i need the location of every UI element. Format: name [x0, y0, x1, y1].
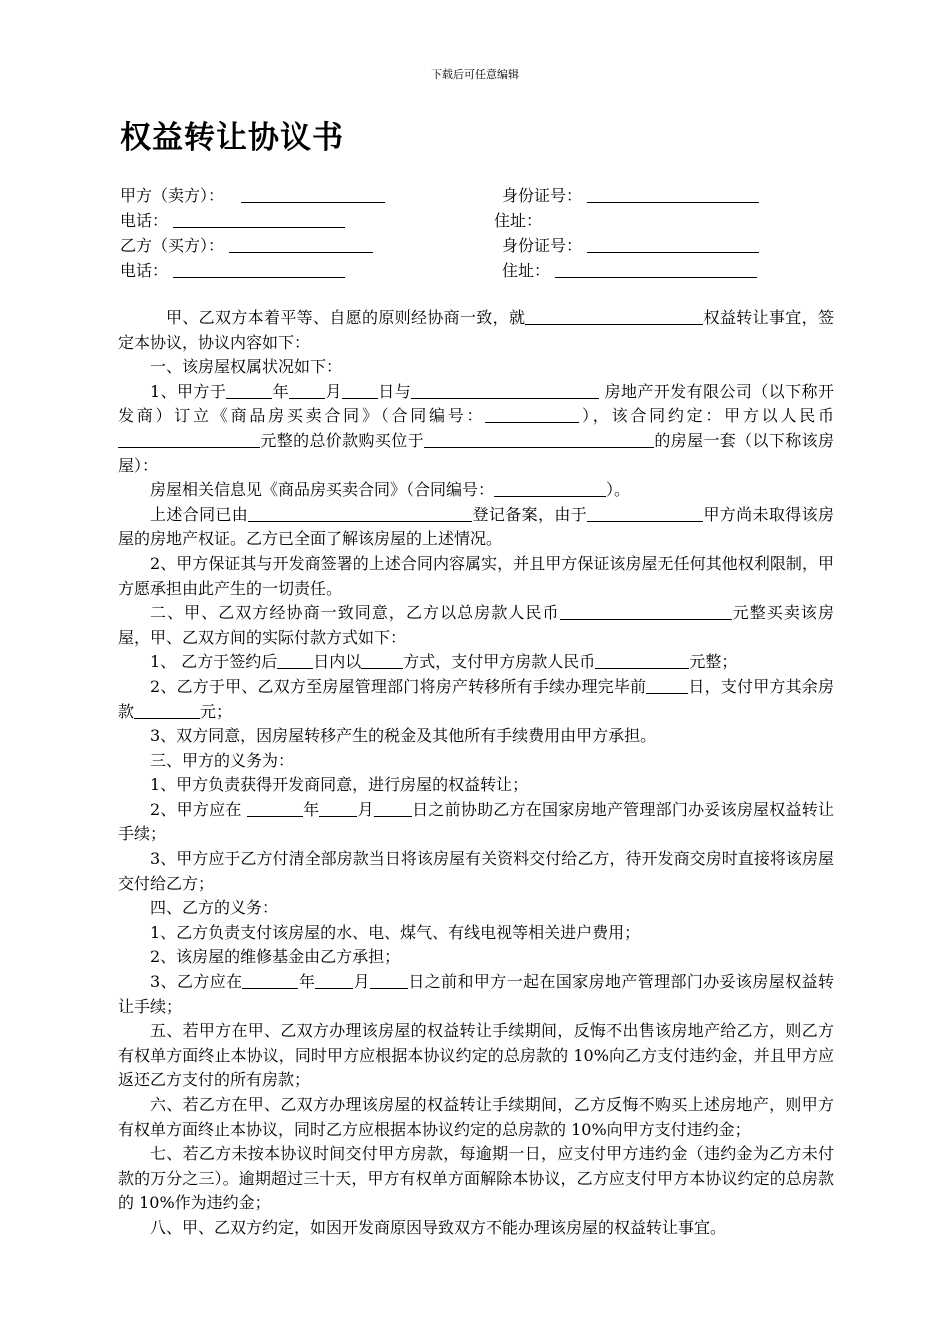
text: 3、乙方应在	[150, 972, 243, 992]
document-title: 权益转让协议书	[120, 120, 344, 156]
party-a-phone-field[interactable]	[173, 211, 345, 228]
text: 日之前协助乙方在国家房地产管理部门办妥该房屋权益转让手续；	[118, 799, 834, 844]
text: 元；	[200, 701, 233, 721]
party-b-row	[120, 233, 373, 256]
party-b-phone-row	[120, 258, 345, 281]
text: 日，支付甲方其余房款	[118, 676, 834, 721]
blank-registrar[interactable]	[248, 505, 472, 522]
paragraph-6: 六、若乙方在甲、乙双方办理该房屋的权益转让手续期间，乙方反悔不购买上述房地产，则甲方有权单方面终止本协议，同时乙方应根据本协议约定的总房款的 10%向甲方支付违约金；	[118, 1095, 834, 1139]
blank-developer[interactable]	[411, 382, 599, 399]
blank-month-2[interactable]	[319, 800, 357, 817]
party-b-phone-field[interactable]	[173, 261, 345, 278]
text: 房地产开发有限公司（以下称开发商）订立《商品房买卖合同》（合同编号：	[118, 381, 834, 426]
party-a-address-row	[494, 208, 542, 231]
blank-year-2[interactable]	[247, 800, 303, 817]
paragraph-house-info	[118, 478, 834, 503]
text: 元整；	[689, 652, 738, 672]
paragraph-intro	[118, 306, 834, 355]
text: 日内以	[313, 652, 362, 672]
section-4-heading: 四、乙方的义务：	[150, 898, 279, 918]
blank-amount[interactable]	[595, 652, 689, 669]
party-a-phone-label: 电话：	[120, 211, 169, 230]
party-b-id-label: 身份证号：	[502, 236, 583, 255]
party-b-phone-label: 电话：	[120, 261, 169, 280]
party-a-address-label: 住址：	[494, 211, 543, 230]
blank-contract-no[interactable]	[485, 406, 579, 423]
text: 1、 乙方于签约后	[150, 652, 278, 672]
blank-total-price[interactable]	[560, 603, 732, 620]
text: 甲方尚未取得该房屋的房地产权证。乙方已全面了解该房屋的上述情况。	[118, 504, 834, 549]
party-a-id-label: 身份证号：	[502, 186, 583, 205]
text: 上述合同已由	[150, 504, 249, 524]
text: 月	[357, 799, 374, 819]
text: 权益转让事宜，签定本协议，协议内容如下：	[118, 308, 834, 352]
text: 年	[302, 799, 320, 819]
text: 2、甲方应在	[150, 799, 247, 819]
party-b-address-label: 住址：	[502, 261, 551, 280]
paragraph-registration	[118, 503, 834, 552]
text: 方式，支付甲方房款人民币	[403, 652, 596, 672]
text: 的房屋一套（以下称该房屋）：	[118, 430, 834, 475]
party-b-address-field[interactable]	[555, 261, 757, 278]
blank-days-2[interactable]	[646, 677, 688, 694]
blank-year[interactable]	[226, 382, 272, 399]
text: 日与	[377, 381, 412, 401]
text: 元整的总价款购买位于	[260, 430, 424, 450]
blank-field[interactable]	[525, 308, 703, 325]
text: 年	[298, 972, 316, 992]
text: 甲、乙双方本着平等、自愿的原则经协商一致，就	[166, 308, 526, 327]
header-note: 下载后可任意编辑	[431, 68, 519, 81]
paragraph-2-2	[118, 675, 834, 724]
blank-month-3[interactable]	[315, 972, 353, 989]
section-2-heading	[118, 601, 834, 650]
paragraph-3-1: 1、甲方负责获得开发商同意，进行房屋的权益转让；	[150, 775, 529, 795]
party-b-id-row	[502, 233, 759, 256]
section-1-heading: 一、该房屋权属状况如下：	[150, 357, 343, 377]
paragraph-4-1: 1、乙方负责支付该房屋的水、电、煤气、有线电视等相关进户费用；	[150, 922, 641, 942]
paragraph-4-3	[118, 970, 834, 1019]
blank-month[interactable]	[289, 382, 325, 399]
blank-year-3[interactable]	[242, 972, 298, 989]
paragraph-3-2	[118, 798, 834, 847]
paragraph-2-1	[118, 650, 834, 675]
blank-reason[interactable]	[587, 505, 703, 522]
text: 元整买卖该房屋，甲、乙双方间的实际付款方式如下：	[118, 603, 834, 647]
text: 2、乙方于甲、乙双方至房屋管理部门将房产转移所有手续办理完毕前	[150, 676, 647, 696]
paragraph-1-2: 2、甲方保证其与开发商签署的上述合同内容属实，并且甲方保证该房屋无任何其他权利限制，甲方愿承担由此产生的一切责任。	[118, 553, 834, 598]
blank-day-3[interactable]	[370, 972, 408, 989]
text: ），该合同约定：甲方以人民币	[579, 406, 834, 426]
blank-price[interactable]	[118, 431, 260, 448]
text: 年	[272, 381, 290, 401]
paragraph-7: 七、若乙方未按本协议时间交付甲方房款，每逾期一日，应支付甲方违约金（违约金为乙方未付款的万分之三）。逾期超过三十天，甲方有权单方面解除本协议，乙方应支付甲方本协议约定的总房款的 10%作为违约金；	[118, 1144, 834, 1213]
paragraph-5: 五、若甲方在甲、乙双方办理该房屋的权益转让手续期间，反悔不出售该房地产给乙方，则乙方有权单方面终止本协议，同时甲方应根据本协议约定的总房款的 10%向乙方支付违约金，并且甲方应返还乙方支付的所有房款；	[118, 1021, 834, 1090]
paragraph-8: 八、甲、乙双方约定，如因开发商原因导致双方不能办理该房屋的权益转让事宜。	[150, 1217, 727, 1237]
paragraph-4-2: 2、该房屋的维修基金由乙方承担；	[150, 947, 401, 967]
party-a-id-row	[502, 183, 759, 206]
blank-day-2[interactable]	[374, 800, 412, 817]
text: 月	[325, 381, 342, 401]
paragraph-3-3: 3、甲方应于乙方付清全部房款当日将该房屋有关资料交付给乙方，待开发商交房时直接将该房屋交付给乙方；	[118, 849, 834, 893]
party-b-label: 乙方（买方）：	[120, 236, 225, 255]
text: 房屋相关信息见《商品房买卖合同》（合同编号：	[150, 480, 495, 500]
party-a-label: 甲方（卖方）：	[120, 186, 225, 205]
text: ）。	[606, 480, 631, 500]
text: 月	[353, 972, 371, 992]
party-b-address-row	[502, 258, 757, 281]
text: 二、甲、乙双方经协商一致同意，乙方以总房款人民币	[150, 603, 560, 623]
party-a-phone-row	[120, 208, 345, 231]
party-a-id-field[interactable]	[587, 186, 759, 203]
blank-method[interactable]	[361, 652, 403, 669]
section-3-heading: 三、甲方的义务为：	[150, 750, 295, 770]
paragraph-1-1	[118, 380, 834, 478]
blank-days[interactable]	[277, 652, 313, 669]
blank-location[interactable]	[424, 431, 654, 448]
text: 日之前和甲方一起在国家房地产管理部门办妥该房屋权益转让手续；	[118, 972, 834, 1016]
party-a-row	[120, 183, 385, 206]
blank-remaining[interactable]	[134, 702, 200, 719]
party-b-id-field[interactable]	[587, 236, 759, 253]
paragraph-2-3: 3、双方同意，因房屋转移产生的税金及其他所有手续费用由甲方承担。	[150, 726, 657, 746]
blank-day[interactable]	[342, 382, 378, 399]
blank-contract-no-2[interactable]	[494, 480, 606, 497]
text: 登记备案，由于	[472, 504, 588, 524]
party-b-name-field[interactable]	[229, 236, 373, 253]
text: 1、甲方于	[150, 381, 227, 401]
party-a-name-field[interactable]	[241, 186, 385, 203]
agreement-body	[118, 306, 834, 1241]
